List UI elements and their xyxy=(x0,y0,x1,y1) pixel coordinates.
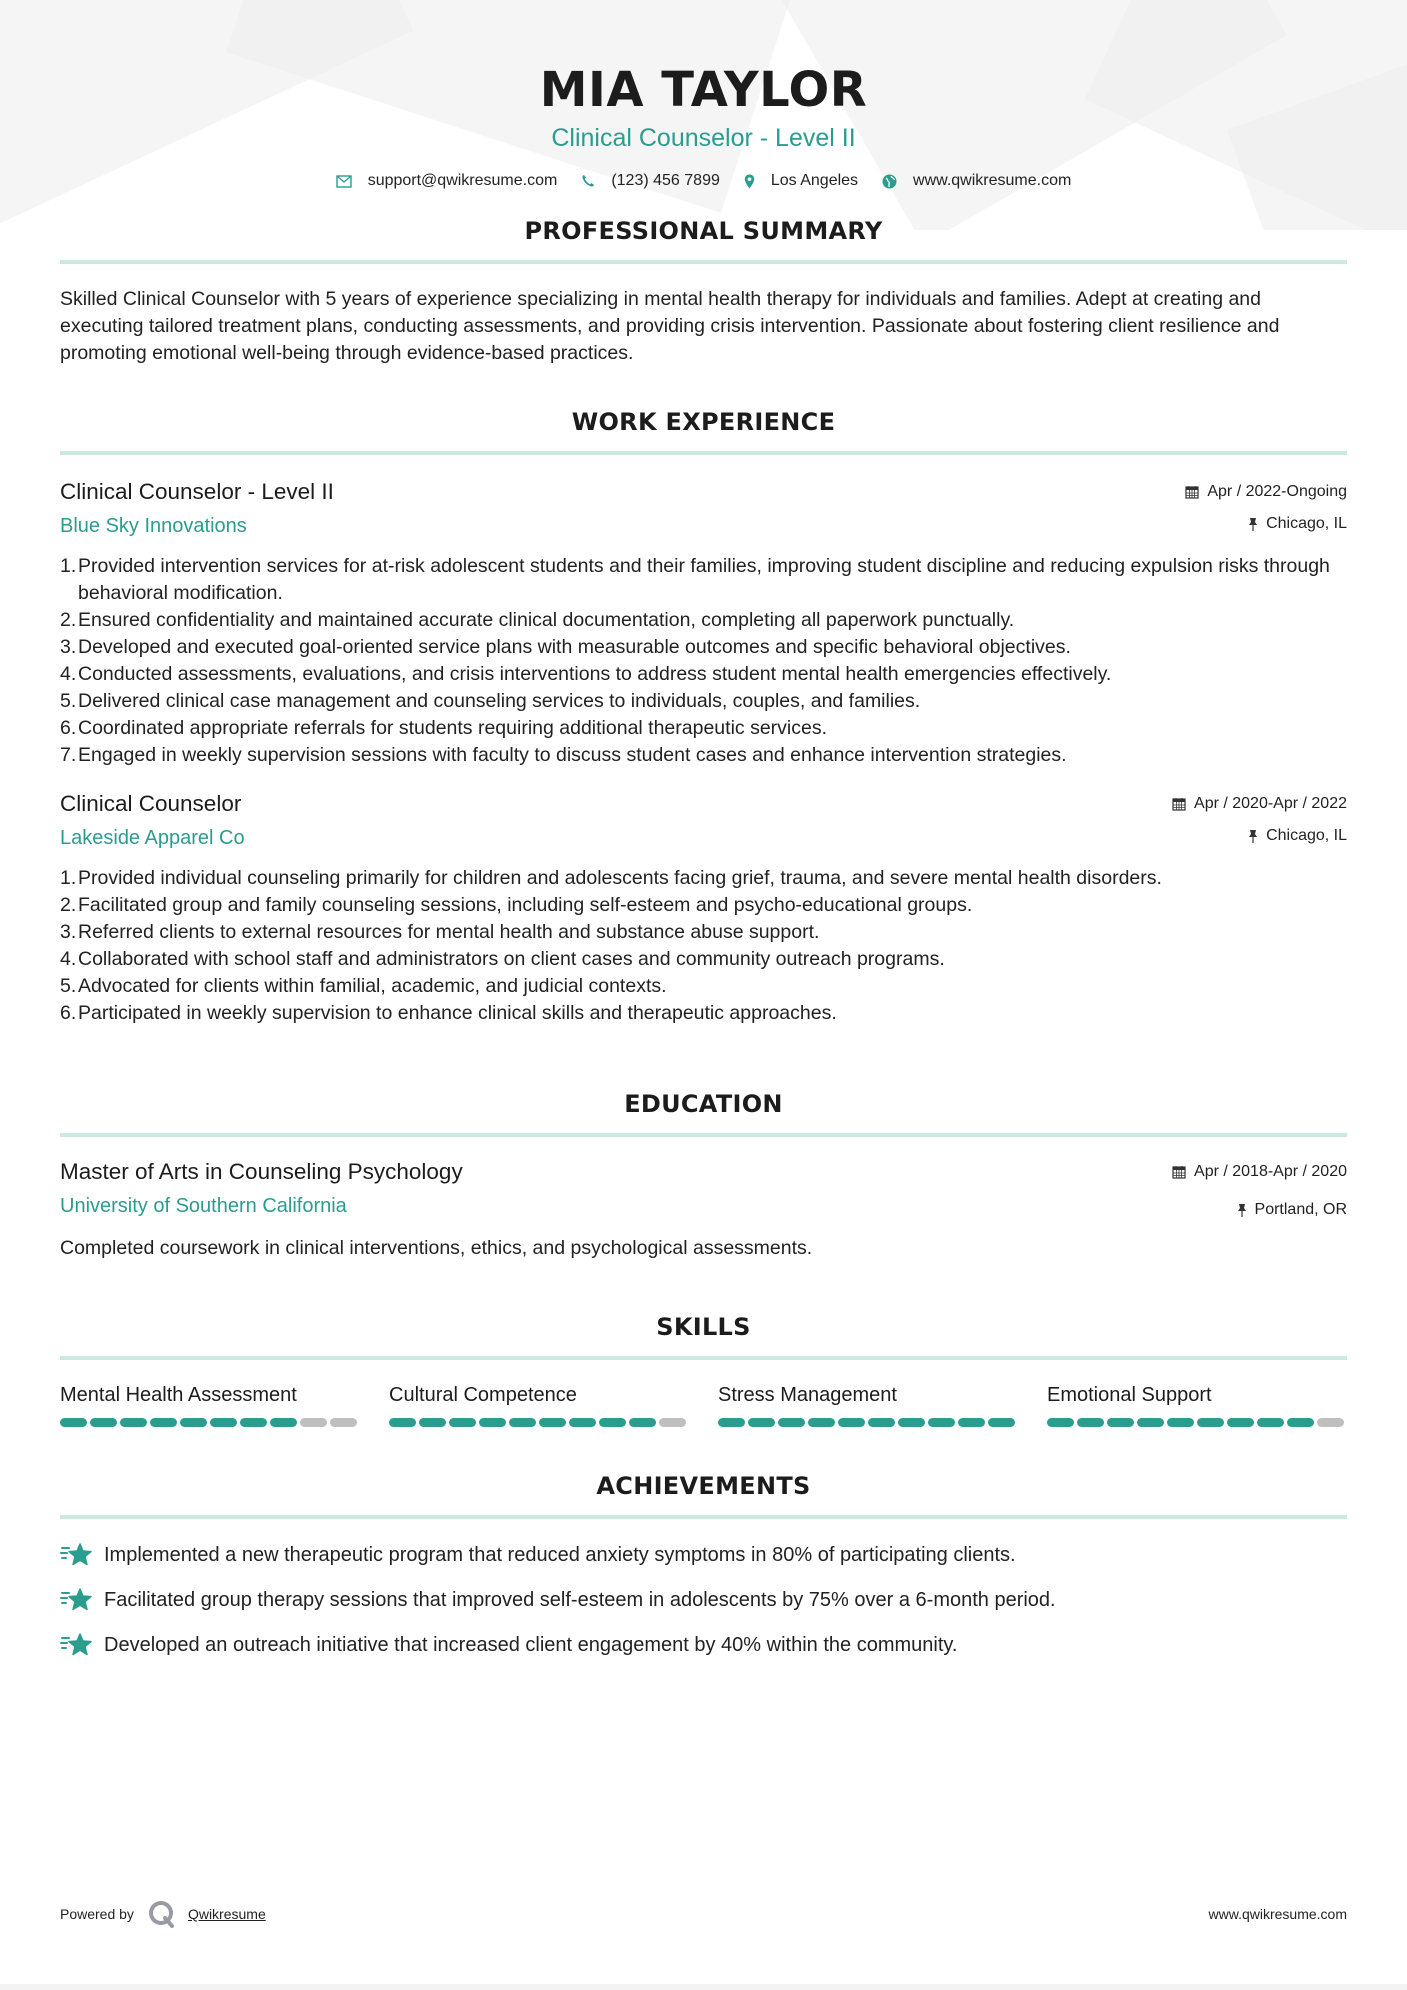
job-dates: Apr / 2022-Ongoing xyxy=(1207,483,1347,500)
section-education xyxy=(60,1089,1347,1262)
job-entry xyxy=(60,477,1347,769)
job-company: Blue Sky Innovations xyxy=(60,515,247,537)
skill-segment-filled xyxy=(1257,1418,1284,1427)
achievement-text: Implemented a new therapeutic program that reduced anxiety symptoms in 80% of participating clients. xyxy=(104,1544,1016,1566)
skill-item xyxy=(718,1382,1018,1427)
section-experience xyxy=(60,407,1347,1027)
location-text: Los Angeles xyxy=(770,172,859,189)
skill-segment-empty xyxy=(1317,1418,1344,1427)
skill-segment-filled xyxy=(599,1418,626,1427)
resume-header xyxy=(60,0,1347,190)
job-title: Clinical Counselor xyxy=(60,791,242,816)
skill-segment-empty xyxy=(330,1418,357,1427)
education-dates: Apr / 2018-Apr / 2020 xyxy=(1194,1163,1347,1180)
job-bullets xyxy=(60,865,1347,1027)
map-marker-icon xyxy=(744,174,755,189)
school-name: University of Southern California xyxy=(60,1195,347,1217)
skill-segment-filled xyxy=(240,1418,267,1427)
education-entry xyxy=(60,1157,1347,1262)
skill-segment-empty xyxy=(659,1418,686,1427)
bullet-item: 4. Collaborated with school staff and administrators on client cases and community outreach programs. xyxy=(60,948,945,970)
skill-segment-filled xyxy=(1197,1418,1224,1427)
skill-segment-filled xyxy=(928,1418,955,1427)
footer-website[interactable]: www.qwikresume.com xyxy=(1208,1906,1347,1922)
skill-segment-filled xyxy=(210,1418,237,1427)
job-company: Lakeside Apparel Co xyxy=(60,827,245,849)
candidate-title: Clinical Counselor - Level II xyxy=(551,124,856,152)
job-dates: Apr / 2020-Apr / 2022 xyxy=(1194,795,1347,812)
star-achievement-icon xyxy=(60,1542,92,1568)
bullet-item: 7. Engaged in weekly supervision sessions with faculty to discuss student cases and enhance intervention strategies. xyxy=(60,744,1067,766)
skill-level-bar xyxy=(718,1418,1018,1427)
bullet-item: 4. Conducted assessments, evaluations, and crisis interventions to address student mental health emergencies effectively. xyxy=(60,663,1112,685)
section-heading: EDUCATION xyxy=(624,1090,783,1118)
skill-name: Mental Health Assessment xyxy=(60,1384,297,1406)
skill-segment-filled xyxy=(778,1418,805,1427)
skill-level-bar xyxy=(1047,1418,1347,1427)
skill-segment-filled xyxy=(509,1418,536,1427)
contact-email[interactable] xyxy=(336,172,558,190)
section-skills xyxy=(60,1312,1347,1427)
bullet-item: 5. Delivered clinical case management and counseling services to individuals, couples, and families. xyxy=(60,690,921,712)
job-entry xyxy=(60,789,1347,1027)
achievement-item xyxy=(60,1631,1347,1659)
candidate-name: MIA TAYLOR xyxy=(539,62,868,118)
skill-level-bar xyxy=(389,1418,689,1427)
achievement-text: Facilitated group therapy sessions that improved self-esteem in adolescents by 75% over a 6-month period. xyxy=(104,1589,1056,1611)
skill-segment-filled xyxy=(629,1418,656,1427)
website-text: www.qwikresume.com xyxy=(913,172,1072,189)
skill-segment-filled xyxy=(898,1418,925,1427)
skill-name: Cultural Competence xyxy=(389,1384,577,1406)
section-divider xyxy=(60,1356,1347,1360)
skill-segment-filled xyxy=(1107,1418,1134,1427)
bullet-item: 2. Facilitated group and family counseling sessions, including self-esteem and psycho-educational groups. xyxy=(60,894,973,916)
skill-segment-empty xyxy=(300,1418,327,1427)
calendar-icon xyxy=(1172,1165,1186,1179)
skill-segment-filled xyxy=(808,1418,835,1427)
job-location: Chicago, IL xyxy=(1266,827,1347,844)
skill-item xyxy=(1047,1382,1347,1427)
skill-segment-filled xyxy=(180,1418,207,1427)
bullet-item: 3. Developed and executed goal-oriented service plans with measurable outcomes and specific behavioral objectives. xyxy=(60,636,1071,658)
skill-item xyxy=(60,1382,360,1427)
skill-segment-filled xyxy=(270,1418,297,1427)
contact-row xyxy=(60,172,1347,190)
calendar-icon xyxy=(1185,485,1199,499)
star-achievement-icon xyxy=(60,1587,92,1613)
section-divider xyxy=(60,1515,1347,1519)
bullet-item: 6. Coordinated appropriate referrals for students requiring additional therapeutic services. xyxy=(60,717,827,739)
degree-title: Master of Arts in Counseling Psychology xyxy=(60,1159,463,1184)
summary-text: Skilled Clinical Counselor with 5 years of experience specializing in mental health therapy for individuals and families. Adept at creating and executing tailored treatment plans, conducting assessments, and providing crisis intervention. Passionate about fostering client resilience and promoting emotional well-being through evidence-based practices. xyxy=(60,288,1280,364)
pushpin-icon xyxy=(1248,517,1258,531)
bullet-item: 1. Provided intervention services for at-risk adolescent students and their families, improving student discipline and reducing expulsion risks through behavioral modification. xyxy=(60,555,1330,604)
envelope-icon xyxy=(336,175,352,188)
contact-location xyxy=(744,172,858,190)
contact-phone[interactable] xyxy=(581,172,720,190)
skill-segment-filled xyxy=(569,1418,596,1427)
skill-segment-filled xyxy=(1077,1418,1104,1427)
education-description: Completed coursework in clinical interventions, ethics, and psychological assessments. xyxy=(60,1237,813,1259)
skill-segment-filled xyxy=(1167,1418,1194,1427)
phone-text: (123) 456 7899 xyxy=(611,172,720,189)
skill-segment-filled xyxy=(868,1418,895,1427)
pushpin-icon xyxy=(1248,829,1258,843)
skill-segment-filled xyxy=(389,1418,416,1427)
phone-icon xyxy=(581,174,595,188)
pushpin-icon xyxy=(1237,1203,1247,1217)
powered-by xyxy=(60,1900,266,1928)
skill-segment-filled xyxy=(479,1418,506,1427)
bullet-item: 1. Provided individual counseling primarily for children and adolescents facing grief, trauma, and severe mental health disorders. xyxy=(60,867,1162,889)
skill-segment-filled xyxy=(748,1418,775,1427)
star-achievement-icon xyxy=(60,1632,92,1658)
bullet-item: 6. Participated in weekly supervision to enhance clinical skills and therapeutic approaches. xyxy=(60,1002,837,1024)
qwikresume-link[interactable]: Qwikresume xyxy=(187,1906,266,1922)
page-footer xyxy=(60,1900,1347,1928)
bullet-item: 2. Ensured confidentiality and maintained accurate clinical documentation, completing all paperwork punctually. xyxy=(60,609,1015,631)
achievement-item xyxy=(60,1586,1347,1614)
skill-segment-filled xyxy=(1287,1418,1314,1427)
skill-name: Emotional Support xyxy=(1047,1384,1212,1406)
skill-segment-filled xyxy=(539,1418,566,1427)
qwikresume-logo-icon xyxy=(148,1900,176,1928)
skill-segment-filled xyxy=(988,1418,1015,1427)
section-divider xyxy=(60,1133,1347,1137)
bullet-item: 3. Referred clients to external resources for mental health and substance abuse support. xyxy=(60,921,820,943)
email-text: support@qwikresume.com xyxy=(367,172,558,189)
skill-segment-filled xyxy=(150,1418,177,1427)
skill-segment-filled xyxy=(90,1418,117,1427)
skill-segment-filled xyxy=(60,1418,87,1427)
section-divider xyxy=(60,451,1347,455)
page-bottom-edge xyxy=(0,1984,1407,1990)
job-title: Clinical Counselor - Level II xyxy=(60,479,334,504)
skill-segment-filled xyxy=(838,1418,865,1427)
skill-segment-filled xyxy=(1137,1418,1164,1427)
skill-segment-filled xyxy=(120,1418,147,1427)
skills-grid xyxy=(60,1382,1347,1427)
achievement-text: Developed an outreach initiative that increased client engagement by 40% within the community. xyxy=(104,1634,958,1656)
section-achievements xyxy=(60,1471,1347,1659)
skill-name: Stress Management xyxy=(718,1384,897,1406)
skill-segment-filled xyxy=(449,1418,476,1427)
achievements-list xyxy=(60,1541,1347,1659)
section-heading: WORK EXPERIENCE xyxy=(571,408,836,436)
skill-segment-filled xyxy=(958,1418,985,1427)
job-location: Chicago, IL xyxy=(1266,515,1347,532)
skill-segment-filled xyxy=(419,1418,446,1427)
section-summary xyxy=(60,216,1347,367)
skill-item xyxy=(389,1382,689,1427)
section-divider xyxy=(60,260,1347,264)
skill-segment-filled xyxy=(1047,1418,1074,1427)
skill-level-bar xyxy=(60,1418,360,1427)
section-heading: ACHIEVEMENTS xyxy=(596,1472,811,1500)
achievement-item xyxy=(60,1541,1347,1569)
skill-segment-filled xyxy=(1227,1418,1254,1427)
contact-website[interactable] xyxy=(882,172,1071,190)
powered-by-label: Powered by xyxy=(60,1906,134,1922)
bullet-item: 5. Advocated for clients within familial, academic, and judicial contexts. xyxy=(60,975,667,997)
section-heading: PROFESSIONAL SUMMARY xyxy=(524,217,883,245)
job-bullets xyxy=(60,553,1347,769)
education-location: Portland, OR xyxy=(1254,1201,1347,1218)
skill-segment-filled xyxy=(718,1418,745,1427)
section-heading: SKILLS xyxy=(656,1313,751,1341)
globe-icon xyxy=(882,174,897,189)
calendar-icon xyxy=(1172,797,1186,811)
